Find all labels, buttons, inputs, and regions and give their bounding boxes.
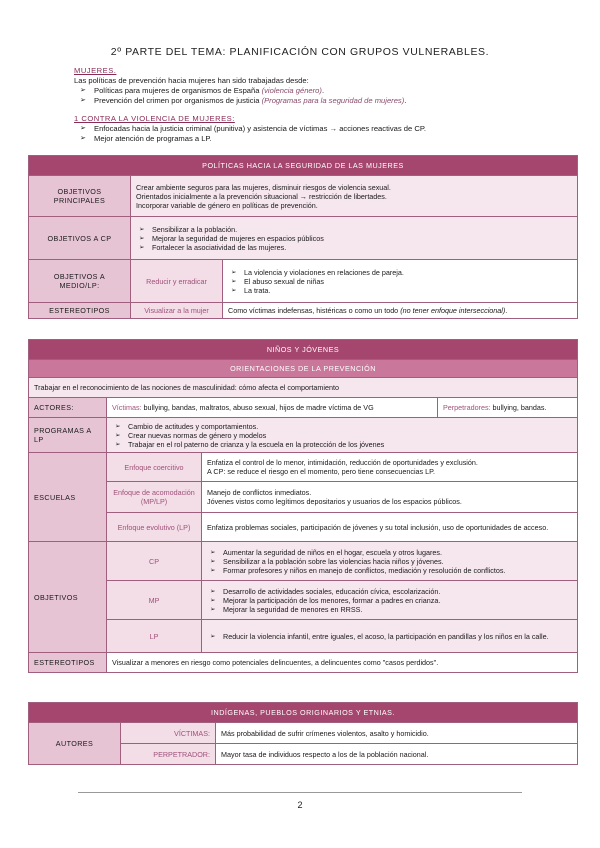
intro-cell: Trabajar en el reconocimiento de las nociones de masculinidad: cómo afecta el comportamiento <box>29 378 578 398</box>
table-subheader: ORIENTACIONES DE LA PREVENCIÓN <box>29 360 578 378</box>
row-sublabel: MP <box>107 581 202 620</box>
mujeres-policy-table <box>28 155 578 319</box>
row-label: OBJETIVOS PRINCIPALES <box>29 176 131 217</box>
objetivo-cell: ➢ Desarrollo de actividades sociales, educación cívica, escolarización. ➢ Mejorar la participación de los menores, formar a padres en crianza. ➢ Mejorar la seguridad de menores en RRSS. <box>202 581 578 620</box>
objetivos-principales-cell: Crear ambiente seguros para las mujeres, disminuir riesgos de violencia sexual. Orientados inicialmente a la prevención situacional → restricción de libertades. Incorporar variable de género en políticas de prevención. <box>131 176 578 217</box>
escuela-cell: Enfatiza el control de lo menor, intimidación, reducción de oportunidades y exclusión. A CP: se reduce el riesgo en el momento, pero tiene consecuencias LP. <box>202 453 578 482</box>
objetivos-cp-cell: ➢ Sensibilizar a la población. ➢ Mejorar la seguridad de mujeres en espacios públicos ➢ Fortalecer la asociatividad de las mujeres. <box>131 217 578 260</box>
list-item: ➢ Mejor atención de programas a LP. <box>94 134 426 144</box>
indigenas-table <box>28 702 578 765</box>
footer-divider <box>78 792 522 793</box>
list-item: ➢ Prevención del crimen por organismos de justicia (Programas para la seguridad de mujeres). <box>94 96 406 106</box>
row-label: ESTEREOTIPOS <box>29 303 131 319</box>
mujeres-section <box>74 66 406 106</box>
table-header: NIÑOS Y JÓVENES <box>29 340 578 360</box>
autores-cell: Mayor tasa de individuos respecto a los de la población nacional. <box>216 744 578 765</box>
autores-cell: Más probabilidad de sufrir crímenes violentos, asalto y homicidio. <box>216 723 578 744</box>
list-item: ➢ Enfocadas hacia la justicia criminal (punitiva) y asistencia de víctimas → acciones reactivas de CP. <box>94 124 426 134</box>
row-label: ESTEREOTIPOS <box>29 653 107 673</box>
row-sublabel: Visualizar a la mujer <box>131 303 223 319</box>
victimas-cell: Víctimas: bullying, bandas, maltratos, abuso sexual, hijos de madre víctima de VG <box>107 398 438 418</box>
estereotipos-cell: Como víctimas indefensas, histéricas o como un todo (no tener enfoque interseccional). <box>223 303 578 319</box>
objetivo-cell: ➢ Aumentar la seguridad de niños en el hogar, escuela y otros lugares. ➢ Sensibilizar a la población sobre las violencias hacia niños y jóvenes. ➢ Formar profesores y niños en manejo de conflictos, mediación y resolución de conflictos. <box>202 542 578 581</box>
row-sublabel: Enfoque evolutivo (LP) <box>107 513 202 542</box>
contra-heading: 1 CONTRA LA VIOLENCIA DE MUJERES: <box>74 114 235 123</box>
row-label: ESCUELAS <box>29 453 107 542</box>
ninos-jovenes-table <box>28 339 578 673</box>
row-sublabel: PERPETRADOR: <box>121 744 216 765</box>
programas-cell: ➢ Cambio de actitudes y comportamientos. ➢ Crear nuevas normas de género y modelos ➢ Trabajar en el rol paterno de crianza y la escuela en la protección de los jóvenes <box>107 418 578 453</box>
row-label: ACTORES: <box>29 398 107 418</box>
row-sublabel: Reducir y erradicar <box>131 260 223 303</box>
page-title: 2º PARTE DEL TEMA: PLANIFICACIÓN CON GRUPOS VULNERABLES. <box>110 46 490 58</box>
row-label: OBJETIVOS A MEDIO/LP: <box>29 260 131 303</box>
mujeres-intro: Las políticas de prevención hacia mujeres han sido trabajadas desde: <box>74 76 309 85</box>
row-sublabel: VÍCTIMAS: <box>121 723 216 744</box>
row-sublabel: Enfoque de acomodación (MP/LP) <box>107 482 202 513</box>
mujeres-heading: MUJERES. <box>74 66 117 75</box>
row-label: OBJETIVOS <box>29 542 107 653</box>
table-header: INDÍGENAS, PUEBLOS ORIGINARIOS Y ETNIAS. <box>29 703 578 723</box>
objetivos-mplp-cell: ➢ La violencia y violaciones en relaciones de pareja. ➢ El abuso sexual de niñas ➢ La trata. <box>223 260 578 303</box>
perpetradores-cell: Perpetradores: bullying, bandas. <box>438 398 578 418</box>
escuela-cell: Enfatiza problemas sociales, participación de jóvenes y su total inclusión, uso de oportunidades de acceso. <box>202 513 578 542</box>
page-number: 2 <box>297 800 303 810</box>
row-sublabel: CP <box>107 542 202 581</box>
row-label: AUTORES <box>29 723 121 765</box>
objetivo-cell: ➢ Reducir la violencia infantil, entre iguales, el acoso, la participación en pandillas y los niños en la calle. <box>202 620 578 653</box>
row-sublabel: LP <box>107 620 202 653</box>
row-label: OBJETIVOS A CP <box>29 217 131 260</box>
escuela-cell: Manejo de conflictos inmediatos. Jóvenes vistos como legítimos depositarios y usuarios de los espacios públicos. <box>202 482 578 513</box>
row-sublabel: Enfoque coercitivo <box>107 453 202 482</box>
estereotipos-cell: Visualizar a menores en riesgo como potenciales delincuentes, a delincuentes como "casos perdidos". <box>107 653 578 673</box>
row-label: PROGRAMAS A LP <box>29 418 107 453</box>
table-header: POLÍTICAS HACIA LA SEGURIDAD DE LAS MUJERES <box>29 156 578 176</box>
contra-section <box>74 114 426 144</box>
list-item: ➢ Políticas para mujeres de organismos de España (violencia género). <box>94 86 406 96</box>
